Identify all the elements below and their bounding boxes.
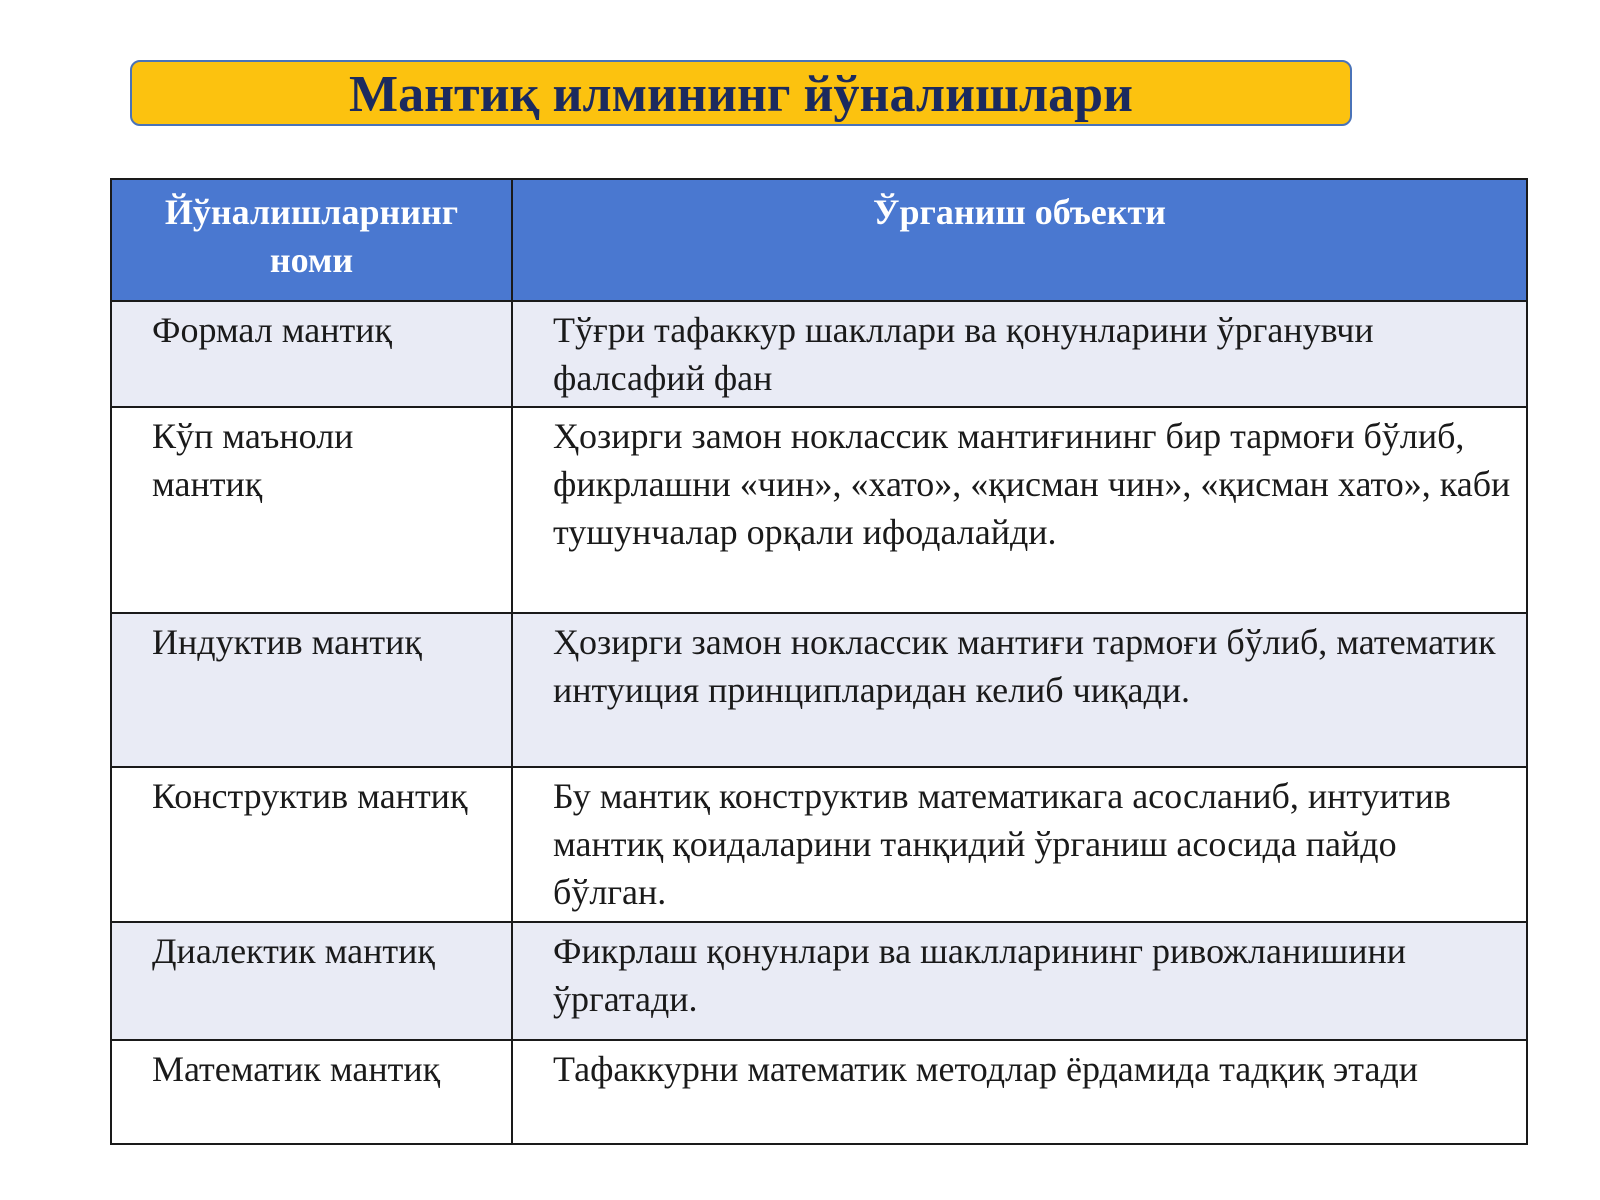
study-object-cell: Бу мантиқ конструктив математикага асосланиб, интуитив мантиқ қоидаларини танқидий ўрганиш асосида пайдо бўлган. [512, 767, 1527, 922]
direction-name-cell: Диалектик мантиқ [111, 922, 512, 1040]
direction-name-cell: Конструктив мантиқ [111, 767, 512, 922]
title-banner [130, 60, 1352, 126]
table-row [111, 407, 1527, 613]
table-row [111, 301, 1527, 407]
column-header-name: Йўналишларнинг номи [111, 179, 512, 301]
direction-name-cell: Индуктив мантиқ [111, 613, 512, 767]
study-object-cell: Фикрлаш қонунлари ва шаклларининг ривожланишини ўргатади. [512, 922, 1527, 1040]
table-row [111, 1040, 1527, 1144]
direction-name-cell: Кўп маъноли мантиқ [111, 407, 512, 613]
page-title: Мантиқ илмининг йўналишлари [349, 66, 1133, 123]
study-object-cell: Тўғри тафаккур шакллари ва қонунларини ўрганувчи фалсафий фан [512, 301, 1527, 407]
table-row [111, 767, 1527, 922]
study-object-cell: Тафаккурни математик методлар ёрдамида тадқиқ этади [512, 1040, 1527, 1144]
column-header-object: Ўрганиш объекти [512, 179, 1527, 301]
directions-table [110, 178, 1528, 1145]
table-header-row [111, 179, 1527, 301]
direction-name-cell: Математик мантиқ [111, 1040, 512, 1144]
table-row [111, 922, 1527, 1040]
study-object-cell: Ҳозирги замон ноклассик мантиғи тармоғи бўлиб, математик интуиция принципларидан келиб чиқади. [512, 613, 1527, 767]
table-row [111, 613, 1527, 767]
study-object-cell: Ҳозирги замон ноклассик мантиғининг бир тармоғи бўлиб, фикрлашни «чин», «хато», «қисман чин», «қисман хато», каби тушунчалар орқали ифодалайди. [512, 407, 1527, 613]
direction-name-cell: Формал мантиқ [111, 301, 512, 407]
